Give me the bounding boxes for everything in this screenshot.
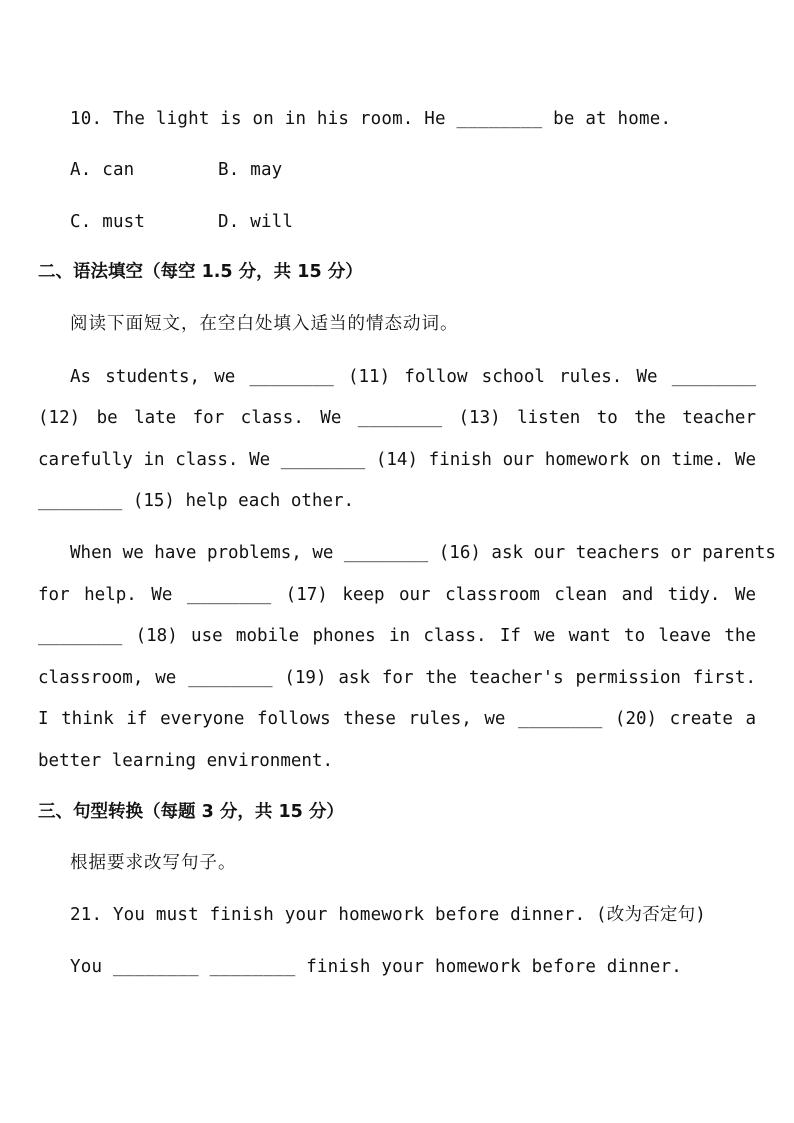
section-2-heading: 二、语法填空（每空 1.5 分，共 15 分） [38,262,363,282]
section-2-instruction: 阅读下面短文，在空白处填入适当的情态动词。 [70,314,459,334]
passage-paragraph-2-line-3: ________ (18) use mobile phones in class. If we want to leave the [38,626,756,646]
question-21-stem: 21. You must finish your homework before dinner. (改为否定句) [70,905,707,925]
question-10-stem: 10. The light is on in his room. He ________ be at home. [70,109,672,129]
question-10-option-b: B. may [218,160,283,180]
passage-paragraph-1-line-4: ________ (15) help each other. [38,491,355,511]
passage-paragraph-1-line-1: As students, we ________ (11) follow school rules. We ________ [70,367,756,387]
passage-paragraph-2-line-5: I think if everyone follows these rules, we ________ (20) create a [38,709,756,729]
passage-paragraph-2-line-6: better learning environment. [38,751,334,771]
question-10-option-c: C. must [70,212,146,232]
passage-paragraph-1-line-3: carefully in class. We ________ (14) finish our homework on time. We [38,450,756,470]
passage-paragraph-2-line-1: When we have problems, we ________ (16) ask our teachers or parents [70,543,776,563]
passage-paragraph-2-line-4: classroom, we ________ (19) ask for the teacher's permission first. [38,668,756,688]
section-3-heading: 三、句型转换（每题 3 分，共 15 分） [38,802,344,822]
question-10-option-a: A. can [70,160,135,180]
passage-paragraph-2-line-2: for help. We ________ (17) keep our classroom clean and tidy. We [38,585,756,605]
question-21-answer-line: You ________ ________ finish your homework before dinner. [70,957,682,977]
section-3-instruction: 根据要求改写句子。 [70,853,237,873]
question-10-option-d: D. will [218,212,294,232]
passage-paragraph-1-line-2: (12) be late for class. We ________ (13) listen to the teacher [38,408,756,428]
